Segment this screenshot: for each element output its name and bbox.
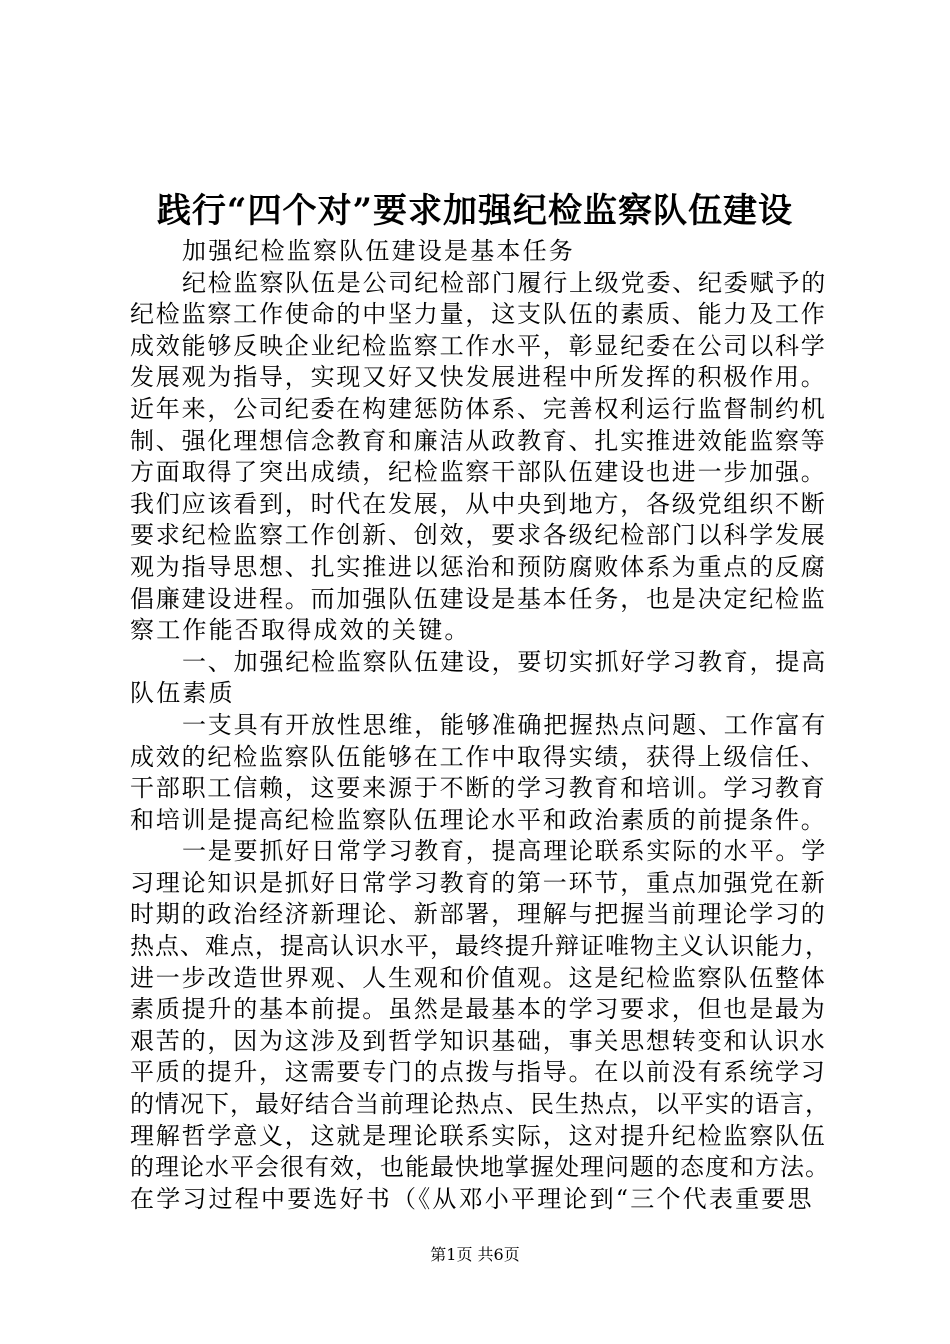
text-line: 队伍素质	[130, 679, 235, 708]
page-footer: 第1页 共6页	[430, 1245, 520, 1264]
text-line: 和培训是提高纪检监察队伍理论水平和政治素质的前提条件。	[130, 805, 827, 834]
text-line: 习理论知识是抓好日常学习教育的第一环节，重点加强党在新	[130, 868, 827, 897]
text-line: 在学习过程中要选好书（《从邓小平理论到“三个代表重要思	[130, 1184, 814, 1213]
text-line: 的理论水平会很有效，也能最快地掌握处理问题的态度和方法。	[130, 1153, 830, 1182]
text-line: 一、加强纪检监察队伍建设，要切实抓好学习教育，提高	[182, 647, 827, 676]
text-line: 要求纪检监察工作创新、创效，要求各级纪检部门以科学发展	[130, 521, 827, 550]
text-line: 一是要抓好日常学习教育，提高理论联系实际的水平。学	[182, 837, 827, 866]
text-line: 热点、难点，提高认识水平，最终提升辩证唯物主义认识能力，	[130, 932, 830, 961]
text-line: 近年来，公司纪委在构建惩防体系、完善权利运行监督制约机	[130, 394, 827, 423]
text-line: 艰苦的，因为这涉及到哲学知识基础，事关思想转变和认识水	[130, 1026, 827, 1055]
text-line: 时期的政治经济新理论、新部署，理解与把握当前理论学习的	[130, 900, 827, 929]
text-line: 察工作能否取得成效的关键。	[130, 616, 471, 645]
text-line: 成效的纪检监察队伍能够在工作中取得实绩，获得上级信任、	[130, 742, 827, 771]
text-line: 平质的提升，这需要专门的点拨与指导。在以前没有系统学习	[130, 1058, 827, 1087]
text-line: 倡廉建设进程。而加强队伍建设是基本任务，也是决定纪检监	[130, 584, 827, 613]
text-line: 干部职工信赖，这要来源于不断的学习教育和培训。学习教育	[130, 774, 827, 803]
document-title: 践行“四个对”要求加强纪检监察队伍建设	[156, 191, 794, 231]
text-line: 加强纪检监察队伍建设是基本任务	[182, 237, 575, 265]
text-line: 的情况下，最好结合当前理论热点、民生热点，以平实的语言，	[130, 1090, 830, 1119]
text-line: 方面取得了突出成绩，纪检监察干部队伍建设也进一步加强。	[130, 458, 827, 487]
text-line: 一支具有开放性思维，能够准确把握热点问题、工作富有	[182, 710, 827, 739]
text-line: 我们应该看到，时代在发展，从中央到地方，各级党组织不断	[130, 489, 827, 518]
text-line: 纪检监察队伍是公司纪检部门履行上级党委、纪委赋予的	[182, 268, 827, 297]
text-line: 素质提升的基本前提。虽然是最基本的学习要求，但也是最为	[130, 995, 827, 1024]
text-line: 纪检监察工作使命的中坚力量，这支队伍的素质、能力及工作	[130, 300, 827, 329]
document-body	[130, 236, 830, 1215]
text-line: 观为指导思想、扎实推进以惩治和预防腐败体系为重点的反腐	[130, 552, 827, 581]
text-line: 成效能够反映企业纪检监察工作水平，彰显纪委在公司以科学	[130, 331, 827, 360]
text-line: 发展观为指导，实现又好又快发展进程中所发挥的积极作用。	[130, 363, 827, 392]
text-line: 制、强化理想信念教育和廉洁从政教育、扎实推进效能监察等	[130, 426, 827, 455]
text-line: 理解哲学意义，这就是理论联系实际，这对提升纪检监察队伍	[130, 1121, 827, 1150]
text-line: 进一步改造世界观、人生观和价值观。这是纪检监察队伍整体	[130, 963, 827, 992]
